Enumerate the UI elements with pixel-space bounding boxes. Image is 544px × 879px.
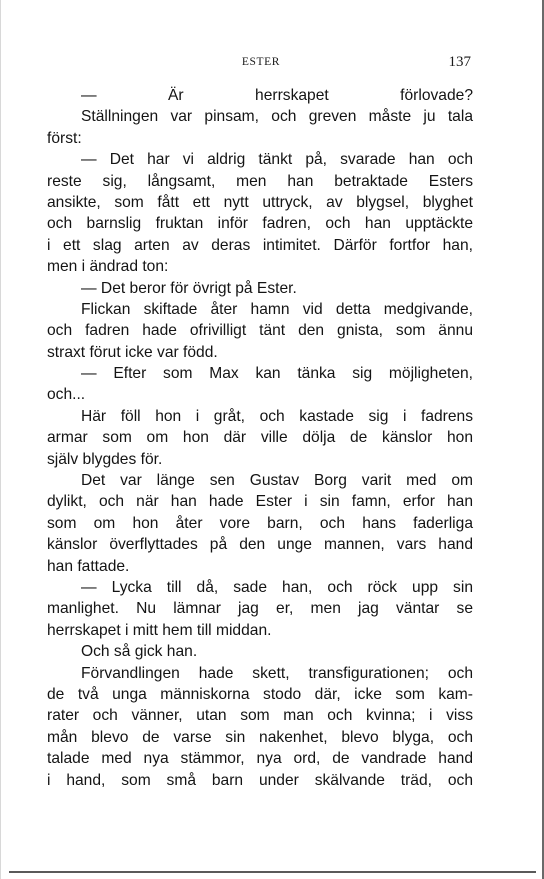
text-line: reste sig, långsamt, men han betraktade Esters bbox=[47, 172, 473, 190]
running-head: ESTER bbox=[241, 56, 281, 68]
page-header bbox=[47, 56, 475, 72]
text-line: dylikt, och när han hade Ester i sin famn, erfor han bbox=[47, 493, 473, 511]
text-line: som om hon åter vore barn, och hans faderliga bbox=[47, 514, 473, 532]
text-line: de två unga människorna stodo där, icke som kam- bbox=[47, 685, 473, 703]
text-line: herrskapet i mitt hem till middan. bbox=[47, 621, 272, 639]
text-line: talade med nya stämmor, nya ord, de vandrade hand bbox=[47, 750, 473, 768]
text-line: mån blevo de varse sin nakenhet, blevo blyga, och bbox=[47, 728, 473, 746]
text-line: och... bbox=[47, 386, 86, 404]
page-bottom-edge bbox=[9, 871, 536, 873]
text-line: Förvandlingen hade skett, transfigurationen; och bbox=[81, 664, 473, 682]
text-line: Ställningen var pinsam, och greven måste ju tala bbox=[81, 108, 473, 126]
text-line: manlighet. Nu lämnar jag er, men jag väntar se bbox=[47, 600, 473, 618]
text-line: först: bbox=[47, 129, 82, 147]
body-text bbox=[47, 85, 473, 791]
text-line: själv blygdes för. bbox=[47, 450, 163, 468]
text-line: — Är herrskapet förlovade? bbox=[81, 87, 473, 104]
text-line: straxt förut icke var född. bbox=[47, 343, 218, 361]
page-number: 137 bbox=[448, 54, 471, 70]
text-line: armar som om hon där ville dölja de känslor hon bbox=[47, 429, 473, 447]
text-line: men i ändrad ton: bbox=[47, 258, 169, 276]
text-line: — Det beror för övrigt på Ester. bbox=[81, 279, 297, 297]
text-line: — Det har vi aldrig tänkt på, svarade han och bbox=[81, 151, 473, 169]
text-line: känslor överflyttades på den unge mannen, vars hand bbox=[47, 536, 473, 554]
text-line: han fattade. bbox=[47, 557, 130, 575]
text-line: ansikte, som fått ett nytt uttryck, av blygsel, blyghet bbox=[47, 193, 473, 211]
text-line: i hand, som små barn under skälvande träd, och bbox=[47, 771, 473, 789]
text-line: Det var länge sen Gustav Borg varit med om bbox=[81, 472, 473, 490]
text-line: — Lycka till då, sade han, och röck upp sin bbox=[81, 578, 473, 596]
text-line: Och så gick han. bbox=[81, 643, 198, 661]
text-line: — Efter som Max kan tänka sig möjligheten, bbox=[81, 365, 473, 383]
text-line: och barnslig fruktan inför fadren, och han upptäckte bbox=[47, 215, 473, 233]
text-line: i ett slag arten av deras intimitet. Därför fortfor han, bbox=[47, 236, 473, 254]
text-line: och fadren hade ofrivilligt tänt den gnista, som ännu bbox=[47, 322, 473, 340]
text-line: Flickan skiftade åter hamn vid detta medgivande, bbox=[81, 300, 473, 318]
text-line: Här föll hon i gråt, och kastade sig i fadrens bbox=[81, 407, 473, 425]
text-line: rater och vänner, utan som man och kvinna; i viss bbox=[47, 707, 473, 725]
